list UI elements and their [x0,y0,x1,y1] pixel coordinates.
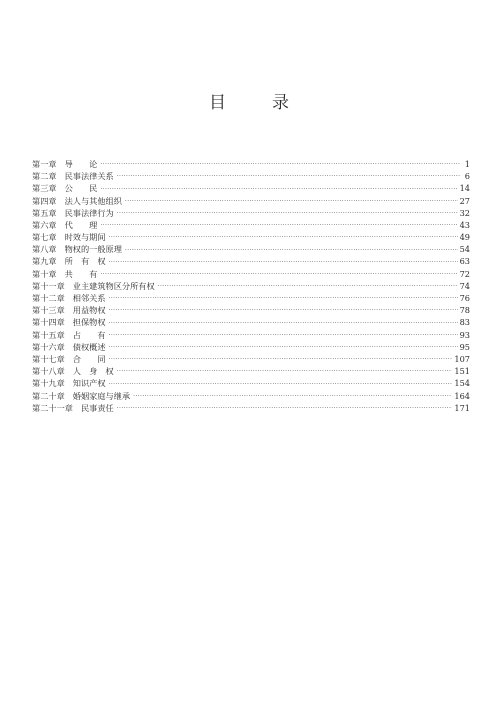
toc-chapter-title: 法人与其他组织 [64,195,122,206]
toc-dot-leader [109,377,453,389]
toc-chapter-title: 人 身 权 [72,366,114,377]
toc-dot-leader [109,256,458,268]
toc-dot-leader [100,219,457,231]
toc-chapter-title: 民事法律关系 [64,171,114,182]
toc-page-number: 151 [454,366,470,377]
toc-entry[interactable] [32,231,470,243]
toc-page-number: 107 [454,353,470,364]
toc-dot-leader [109,304,458,316]
toc-page-number: 164 [454,390,470,401]
toc-chapter-title: 民事责任 [80,402,114,413]
toc-dot-leader [100,182,457,194]
toc-dot-leader [125,243,458,255]
toc-page-number: 6 [464,171,470,182]
toc-dot-leader [117,207,458,219]
toc-chapter-title: 知识产权 [72,378,106,389]
toc-dot-leader [158,280,458,292]
toc-entry[interactable] [32,329,470,341]
toc-page-number: 43 [459,219,470,230]
toc-entry[interactable] [32,182,470,194]
toc-dot-leader [133,390,452,402]
toc-entry[interactable] [32,268,470,280]
toc-page-number: 95 [459,341,470,352]
toc-chapter-title: 相邻关系 [72,293,106,304]
toc-chapter-title: 导 论 [64,158,98,169]
toc-chapter-title: 债权概述 [72,341,106,352]
toc-chapter-number: 第十七章 [32,353,65,364]
toc-chapter-number: 第十八章 [32,366,65,377]
table-of-contents [32,158,470,414]
toc-page-number: 74 [459,280,470,291]
toc-page-number: 171 [454,402,470,413]
toc-chapter-title: 所 有 权 [64,256,106,267]
toc-dot-leader [117,402,453,414]
toc-chapter-number: 第十二章 [32,293,65,304]
toc-chapter-number: 第六章 [32,219,57,230]
toc-dot-leader [100,158,460,170]
toc-entry[interactable] [32,402,470,414]
toc-entry[interactable] [32,365,470,377]
toc-chapter-number: 第九章 [32,256,57,267]
toc-dot-leader [100,268,457,280]
toc-page-number: 14 [459,183,470,194]
toc-chapter-number: 第十四章 [32,317,65,328]
toc-dot-leader [109,329,458,341]
toc-chapter-title: 共 有 [64,268,98,279]
toc-entry[interactable] [32,195,470,207]
toc-chapter-number: 第二十章 [32,390,65,401]
toc-entry[interactable] [32,390,470,402]
toc-chapter-number: 第十五章 [32,329,65,340]
toc-page-number: 32 [459,207,470,218]
toc-chapter-number: 第八章 [32,244,57,255]
toc-page-number: 78 [459,305,470,316]
toc-entry[interactable] [32,256,470,268]
toc-dot-leader [109,292,458,304]
toc-chapter-title: 用益物权 [72,305,106,316]
toc-dot-leader [109,353,453,365]
toc-chapter-number: 第十九章 [32,378,65,389]
toc-chapter-title: 时效与期间 [64,232,106,243]
toc-page-number: 83 [459,317,470,328]
toc-chapter-number: 第十章 [32,268,57,279]
toc-chapter-number: 第二十一章 [32,402,73,413]
toc-dot-leader [125,195,458,207]
toc-entry[interactable] [32,341,470,353]
title-char-left: 目 [209,93,226,113]
toc-entry[interactable] [32,158,470,170]
toc-chapter-number: 第十六章 [32,341,65,352]
toc-entry[interactable] [32,353,470,365]
toc-dot-leader [109,316,458,328]
toc-chapter-title: 婚姻家庭与继承 [72,390,131,401]
toc-chapter-title: 合 同 [72,353,106,364]
toc-chapter-title: 担保物权 [72,317,106,328]
toc-page-number: 76 [459,293,470,304]
toc-chapter-title: 民事法律行为 [64,207,114,218]
toc-chapter-title: 物权的一般原理 [64,244,122,255]
toc-entry[interactable] [32,304,470,316]
toc-chapter-number: 第十三章 [32,305,65,316]
toc-page-number: 72 [459,268,470,279]
toc-entry[interactable] [32,377,470,389]
toc-entry[interactable] [32,170,470,182]
toc-page-number: 54 [459,244,470,255]
toc-page-number: 154 [454,378,470,389]
toc-entry[interactable] [32,219,470,231]
toc-chapter-title: 业主建筑物区分所有权 [72,280,155,291]
page-title [0,88,498,113]
toc-chapter-number: 第七章 [32,232,57,243]
toc-entry[interactable] [32,292,470,304]
toc-page-number: 49 [459,232,470,243]
toc-dot-leader [109,341,458,353]
title-char-right: 录 [272,93,289,113]
toc-page-number: 93 [459,329,470,340]
toc-entry[interactable] [32,280,470,292]
toc-entry[interactable] [32,316,470,328]
toc-chapter-title: 公 民 [64,183,98,194]
toc-dot-leader [117,170,460,182]
toc-dot-leader [117,365,453,377]
toc-chapter-number: 第三章 [32,183,57,194]
toc-page-number: 1 [464,158,470,169]
toc-chapter-number: 第十一章 [32,280,65,291]
toc-chapter-number: 第一章 [32,158,57,169]
toc-page-number: 27 [459,195,470,206]
toc-dot-leader [109,231,458,243]
toc-entry[interactable] [32,207,470,219]
toc-chapter-number: 第四章 [32,195,57,206]
toc-entry[interactable] [32,243,470,255]
toc-chapter-number: 第五章 [32,207,57,218]
toc-chapter-number: 第二章 [32,171,57,182]
toc-chapter-title: 代 理 [64,219,98,230]
toc-page-number: 63 [459,256,470,267]
toc-chapter-title: 占 有 [72,329,106,340]
